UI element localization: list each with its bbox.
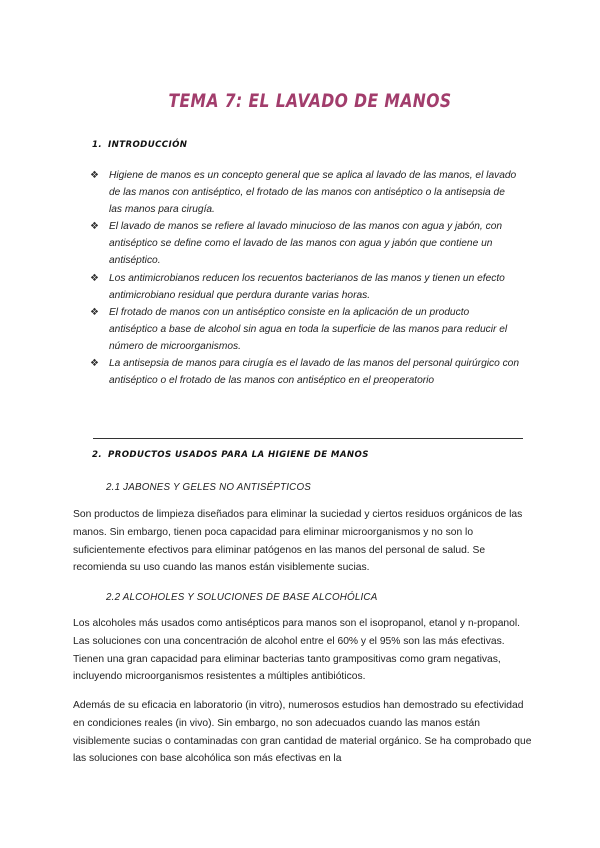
diamond-bullet-icon: ❖ xyxy=(90,272,99,284)
subsection-2-2-heading: 2.2 ALCOHOLES Y SOLUCIONES DE BASE ALCOHÓLICA xyxy=(106,592,378,603)
document-title: TEMA 7: EL LAVADO DE MANOS xyxy=(168,90,452,112)
diamond-bullet-icon: ❖ xyxy=(90,170,99,181)
diamond-bullet-icon: ❖ xyxy=(90,358,99,370)
list-item: ❖ Higiene de manos es un concepto general que se aplica al lavado de las manos, el lavado de las manos con antiséptico, el frotado de las manos con antiséptico o la antisepsia de las manos para cirugía. xyxy=(90,167,520,218)
section-divider xyxy=(93,438,523,439)
diamond-bullet-icon: ❖ xyxy=(90,221,99,233)
list-item: ❖ Los antimicrobianos reducen los recuentos bacterianos de las manos y tienen un efecto antimicrobiano residual que perdura durante varias horas. xyxy=(90,270,520,304)
list-item: ❖ El lavado de manos se refiere al lavado minucioso de las manos con agua y jabón, con antiséptico se define como el lavado de las manos con agua y jabón que contiene un antiséptico. xyxy=(90,218,520,269)
section-1-number: 1. xyxy=(92,140,103,150)
section-2-number: 2. xyxy=(92,450,103,460)
subsection-2-2-paragraph-1: Los alcoholes más usados como antisépticos para manos son el isopropanol, etanol y n-propanol. Las soluciones con una concentración de alcohol entre el 60% y el 95% son las más efectivas. Tienen una gran capacidad para eliminar bacterias tanto grampositivas como gram negativas, incluyendo microorganismos resistentes a múltiples antibióticos. xyxy=(73,618,521,683)
introduction-bullet-list xyxy=(90,167,520,389)
subsection-2-1-heading: 2.1 JABONES Y GELES NO ANTISÉPTICOS xyxy=(106,482,311,493)
section-2-heading xyxy=(92,450,369,460)
subsection-2-1-paragraph: Son productos de limpieza diseñados para eliminar la suciedad y ciertos residuos orgánicos de las manos. Sin embargo, tienen poca capacidad para eliminar microorganismos y no son lo suficientemente efectivos para eliminar patógenos en las manos del personal de salud. Se recomienda su uso cuando las manos están visiblemente sucias. xyxy=(73,509,523,574)
section-1-heading xyxy=(92,140,187,150)
section-1-title: INTRODUCCIÓN xyxy=(108,140,188,150)
diamond-bullet-icon: ❖ xyxy=(90,306,99,318)
section-2-title: PRODUCTOS USADOS PARA LA HIGIENE DE MANOS xyxy=(108,450,369,460)
subsection-2-2-paragraph-2: Además de su eficacia en laboratorio (in vitro), numerosos estudios han demostrado su efectividad en condiciones reales (in vivo). Sin embargo, no son adecuados cuando las manos están visiblemente sucias o contaminadas con gran cantidad de material orgánico. Se ha comprobado que las soluciones con base alcohólica son más efectivas en la xyxy=(73,700,532,765)
list-item: ❖ La antisepsia de manos para cirugía es el lavado de las manos del personal quirúrgico con antiséptico o el frotado de las manos con antiséptico en el preoperatorio xyxy=(90,355,520,389)
list-item: ❖ El frotado de manos con un antiséptico consiste en la aplicación de un producto antiséptico a base de alcohol sin agua en toda la superficie de las manos para reducir el número de microorganismos. xyxy=(90,304,520,355)
